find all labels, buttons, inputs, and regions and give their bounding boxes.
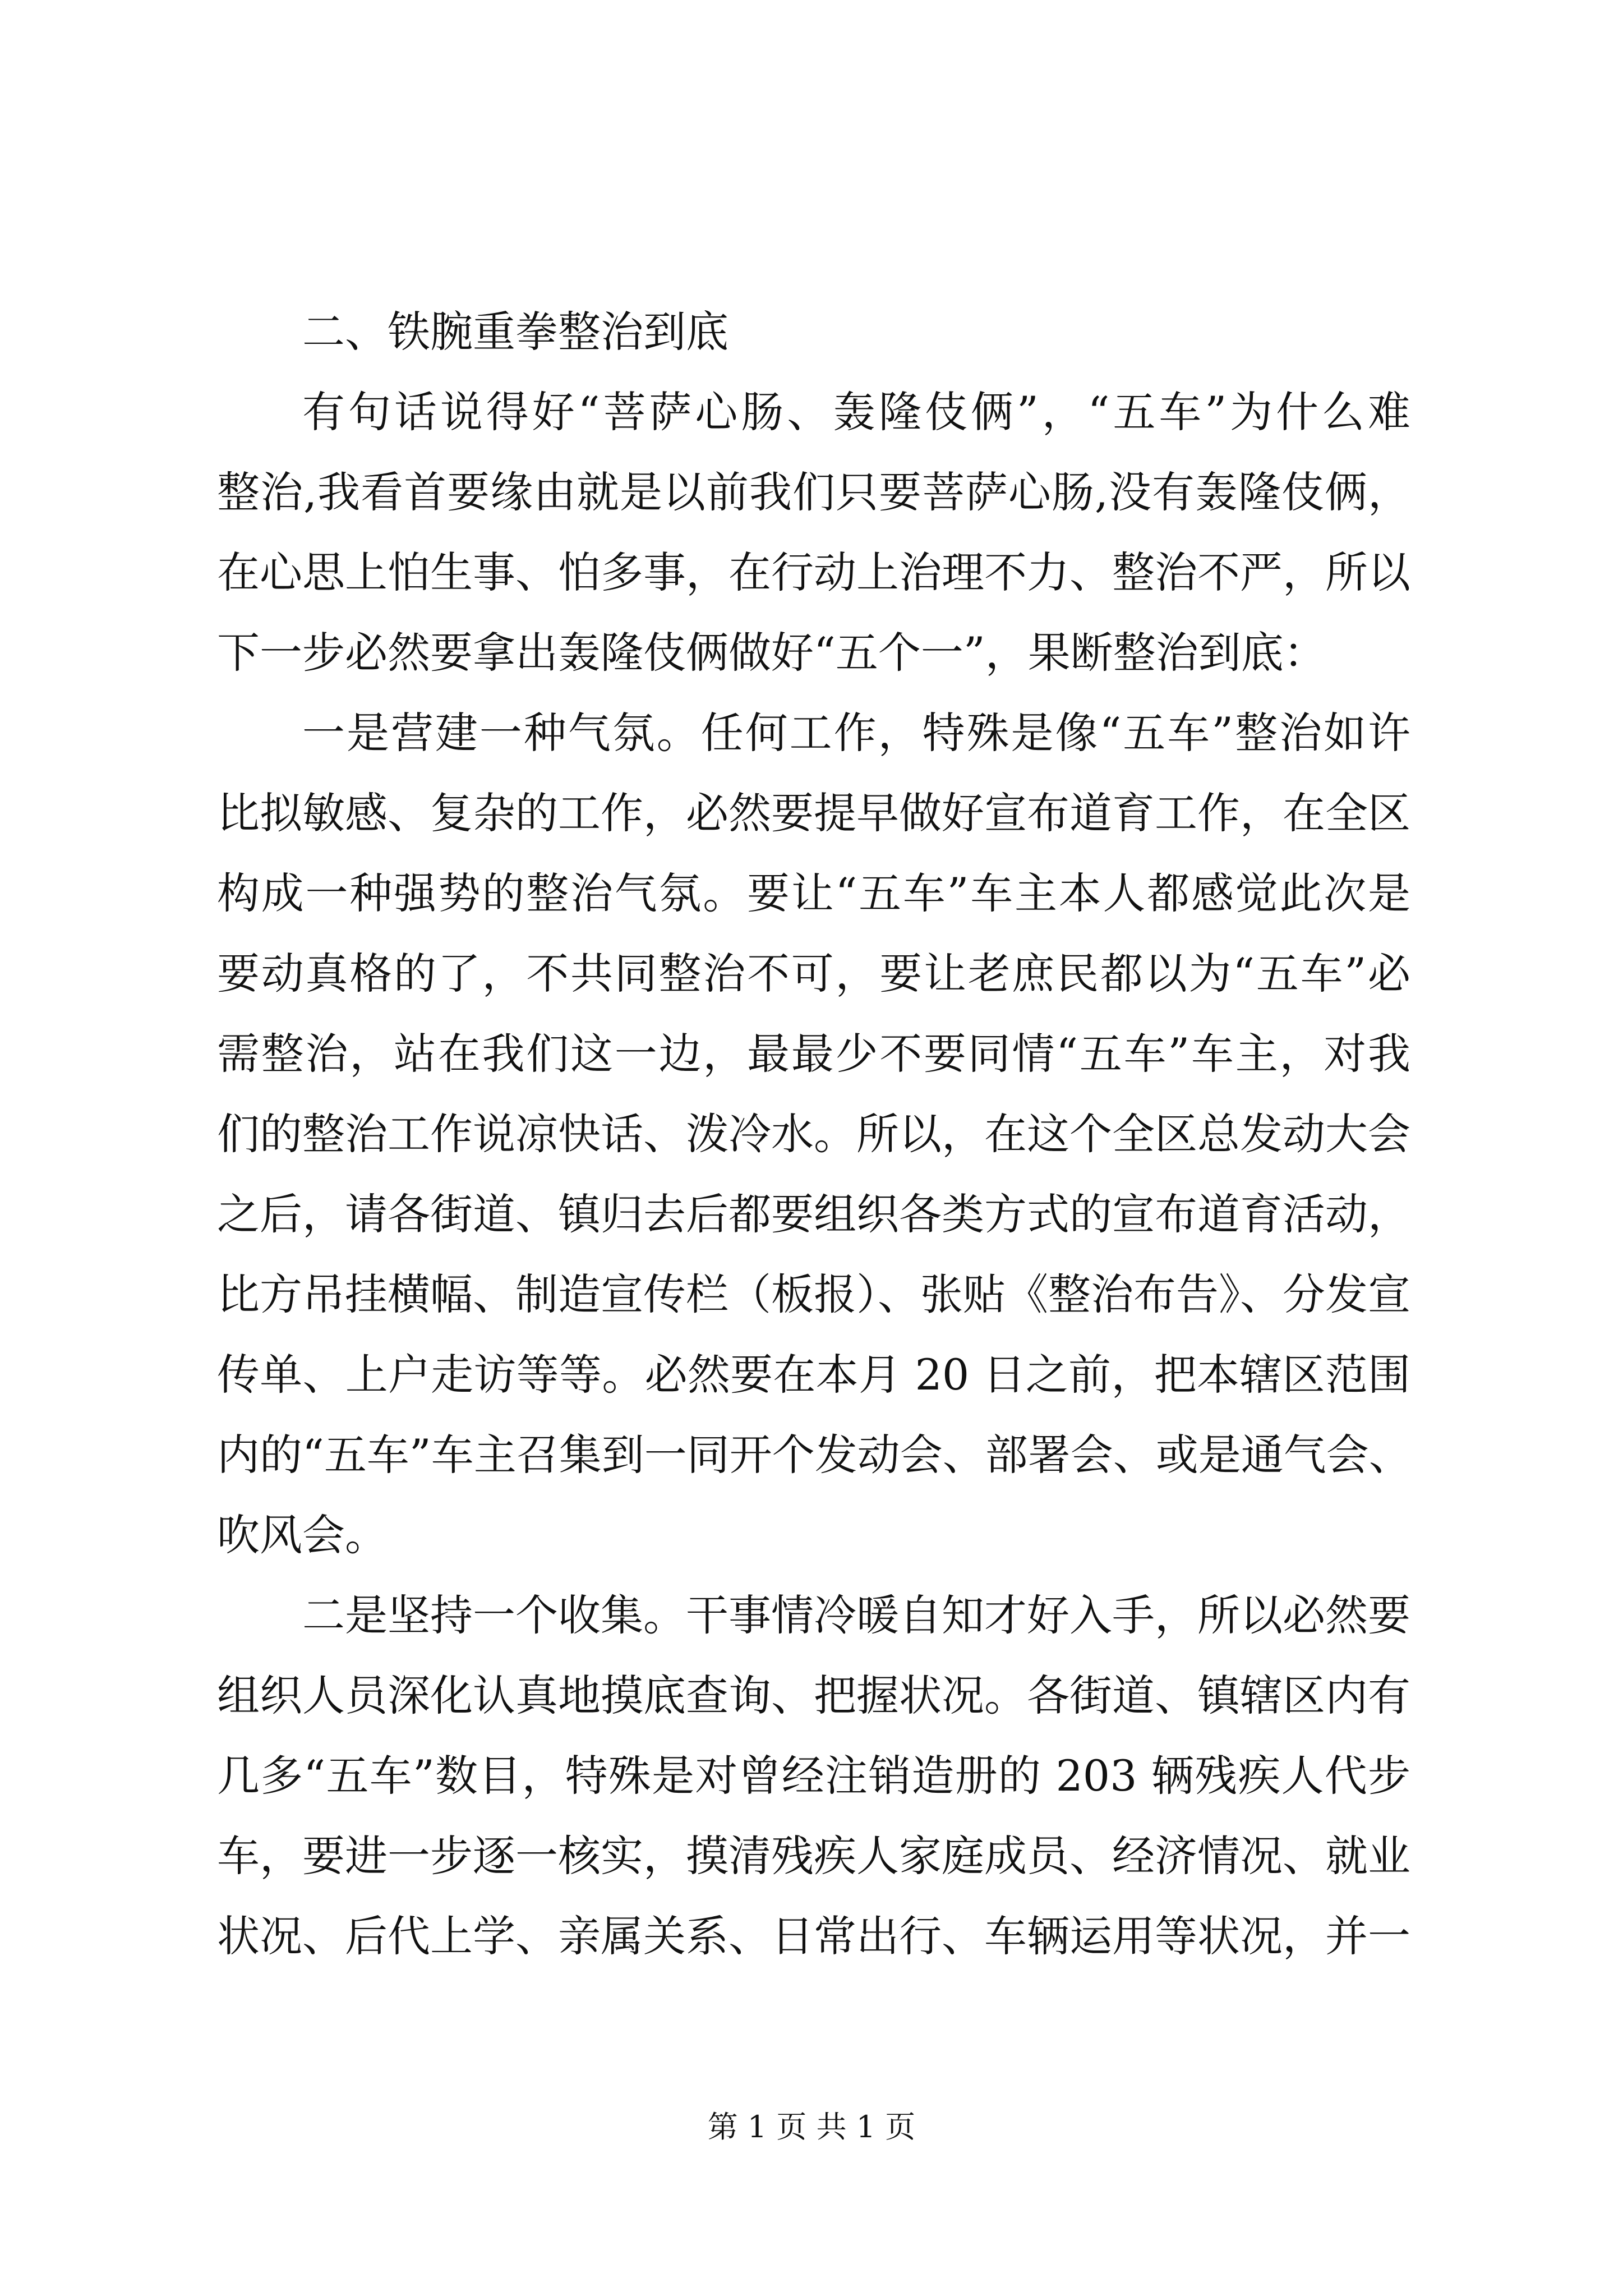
paragraph-line: 传单、上户走访等等。必然要在本月 20 日之前，把本辖区范围 [217, 1350, 1410, 1400]
paragraph-line: 在心思上怕生事、怕多事，在行动上治理不力、整治不严，所以 [217, 547, 1410, 597]
paragraph-line: 之后，请各街道、镇归去后都要组织各类方式的宣布道育活动， [217, 1189, 1410, 1239]
paragraph-line: 车，要进一步逐一核实，摸清残疾人家庭成员、经济情况、就业 [217, 1831, 1410, 1881]
paragraph-line: 几多“五车”数目，特殊是对曾经注销造册的 203 辆残疾人代步 [217, 1751, 1410, 1801]
paragraph-line: 需整治，站在我们这一边，最最少不要同情“五车”车主，对我 [217, 1029, 1410, 1079]
paragraph-line: 要动真格的了，不共同整治不可，要让老庶民都以为“五车”必 [217, 949, 1410, 999]
paragraph-line: 比拟敏感、复杂的工作，必然要提早做好宣布道育工作，在全区 [217, 788, 1410, 838]
paragraph-line: 们的整治工作说凉快话、泼冷水。所以，在这个全区总发动大会 [217, 1109, 1410, 1159]
document-body [217, 292, 1410, 1976]
paragraph-line: 二是坚持一个收集。干事情冷暖自知才好入手，所以必然要 [302, 1590, 1410, 1640]
paragraph-line: 内的“五车”车主召集到一同开个发动会、部署会、或是通气会、 [217, 1430, 1412, 1480]
paragraph-line: 比方吊挂横幅、制造宣传栏（板报）、张贴《整治布告》、分发宣 [217, 1269, 1410, 1319]
paragraph-line: 组织人员深化认真地摸底查询、把握状况。各街道、镇辖区内有 [217, 1671, 1410, 1720]
paragraph-line: 整治,我看首要缘由就是以前我们只要菩萨心肠,没有轰隆伎俩， [217, 467, 1410, 517]
paragraph-line: 状况、后代上学、亲属关系、日常出行、车辆运用等状况，并一 [217, 1911, 1410, 1961]
paragraph-line: 构成一种强势的整治气氛。要让“五车”车主本人都感觉此次是 [217, 868, 1410, 918]
section-heading: 二、铁腕重拳整治到底 [302, 307, 728, 357]
paragraph-line: 吹风会。 [217, 1510, 388, 1560]
paragraph-line: 有句话说得好“菩萨心肠、轰隆伎俩”，“五车”为什么难 [302, 387, 1410, 437]
paragraph-line: 下一步必然要拿出轰隆伎俩做好“五个一”，果断整治到底： [217, 628, 1326, 678]
paragraph-line: 一是营建一种气氛。任何工作，特殊是像“五车”整治如许 [302, 708, 1410, 758]
page-footer: 第 1 页 共 1 页 [707, 2109, 916, 2145]
